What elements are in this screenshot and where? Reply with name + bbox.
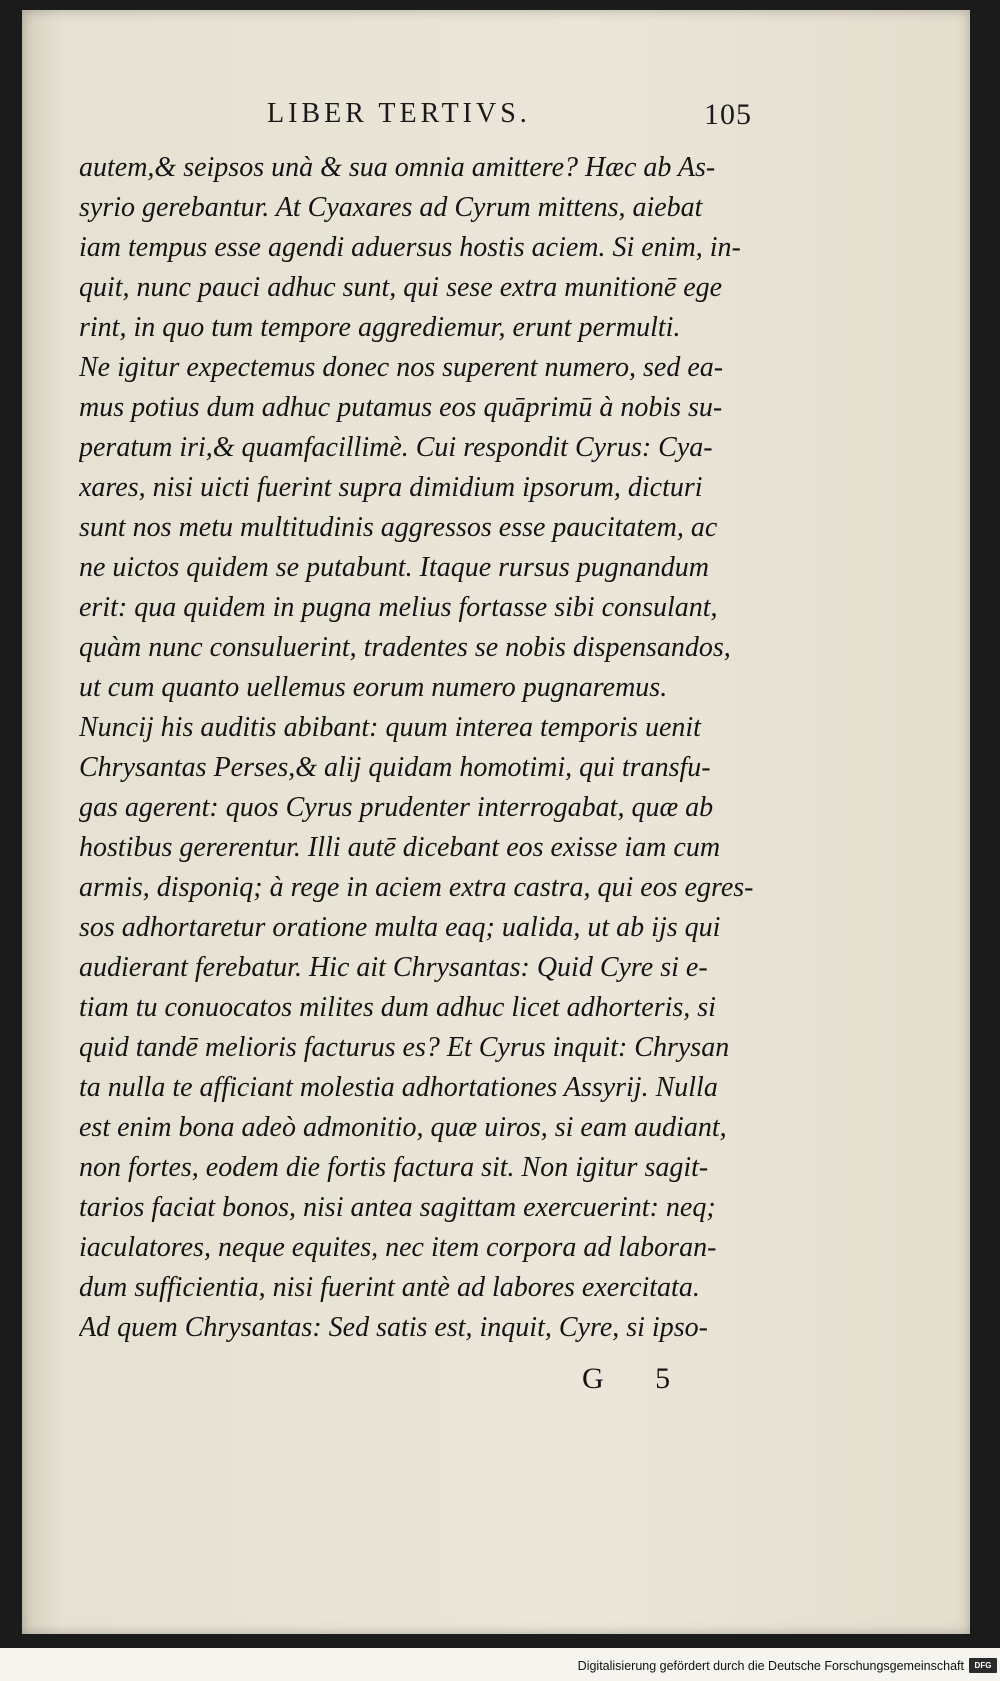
- text-line: iaculatores, neque equites, nec item corpora ad laboran-: [79, 1232, 717, 1263]
- text-line: ut cum quanto uellemus eorum numero pugnaremus.: [79, 672, 668, 703]
- text-line: Chrysantas Perses,& alij quidam homotimi, qui transfu-: [79, 752, 711, 783]
- book-page: [22, 10, 970, 1634]
- page-header: [102, 98, 752, 138]
- text-line: dum sufficientia, nisi fuerint antè ad labores exercitata.: [79, 1272, 700, 1303]
- text-line: audierant ferebatur. Hic ait Chrysantas: Quid Cyre si e-: [79, 952, 708, 983]
- text-line: erit: qua quidem in pugna melius fortasse sibi consulant,: [79, 592, 718, 623]
- text-line: Nuncij his auditis abibant: quum interea temporis uenit: [79, 712, 701, 743]
- signature-mark: G 5: [582, 1362, 693, 1395]
- footer-bar: [0, 1656, 1000, 1678]
- text-line: sos adhortaretur oratione multa eaq; ualida, ut ab ijs qui: [79, 912, 721, 943]
- text-line: hostibus gererentur. Illi autē dicebant eos exisse iam cum: [79, 832, 721, 863]
- text-line: non fortes, eodem die fortis factura sit. Non igitur sagit-: [79, 1152, 709, 1183]
- text-line: quit, nunc pauci adhuc sunt, qui sese extra munitionē ege: [79, 272, 723, 303]
- page-number: 105: [704, 98, 752, 131]
- body-text: [79, 148, 759, 1348]
- text-line: tarios faciat bonos, nisi antea sagittam exercuerint: neq;: [79, 1192, 716, 1223]
- text-line: est enim bona adeò admonitio, quæ uiros, si eam audiant,: [79, 1112, 727, 1143]
- text-line: xares, nisi uicti fuerint supra dimidium ipsorum, dicturi: [79, 472, 703, 503]
- text-line: armis, disponiq; à rege in aciem extra castra, qui eos egres-: [79, 872, 754, 903]
- text-line: Ne igitur expectemus donec nos superent numero, sed ea-: [79, 352, 724, 383]
- text-line: ta nulla te afficiant molestia adhortationes Assyrij. Nulla: [79, 1072, 718, 1103]
- text-line: peratum iri,& quamfacillimè. Cui respondit Cyrus: Cya-: [79, 432, 713, 463]
- text-line: autem,& seipsos unà & sua omnia amittere? Hæc ab As-: [79, 152, 716, 183]
- text-line: sunt nos metu multitudinis aggressos esse paucitatem, ac: [79, 512, 718, 543]
- running-head: LIBER TERTIVS.: [267, 98, 531, 129]
- text-line: rint, in quo tum tempore aggrediemur, erunt permulti.: [79, 312, 681, 343]
- text-line: quàm nunc consuluerint, tradentes se nobis dispensandos,: [79, 632, 731, 663]
- text-line: quid tandē melioris facturus es? Et Cyrus inquit: Chrysan: [79, 1032, 730, 1063]
- text-line: syrio gerebantur. At Cyaxares ad Cyrum mittens, aiebat: [79, 192, 703, 223]
- funding-credit: Digitalisierung gefördert durch die Deutsche Forschungsgemeinschaft: [577, 1659, 964, 1673]
- text-line: mus potius dum adhuc putamus eos quāprimū à nobis su-: [79, 392, 723, 423]
- dfg-logo: DFG: [969, 1658, 997, 1673]
- text-line: gas agerent: quos Cyrus prudenter interrogabat, quæ ab: [79, 792, 714, 823]
- text-line: Ad quem Chrysantas: Sed satis est, inquit, Cyre, si ipso-: [79, 1312, 708, 1343]
- text-line: iam tempus esse agendi aduersus hostis aciem. Si enim, in-: [79, 232, 741, 263]
- text-line: ne uictos quidem se putabunt. Itaque rursus pugnandum: [79, 552, 709, 583]
- text-line: tiam tu conuocatos milites dum adhuc licet adhorteris, si: [79, 992, 716, 1023]
